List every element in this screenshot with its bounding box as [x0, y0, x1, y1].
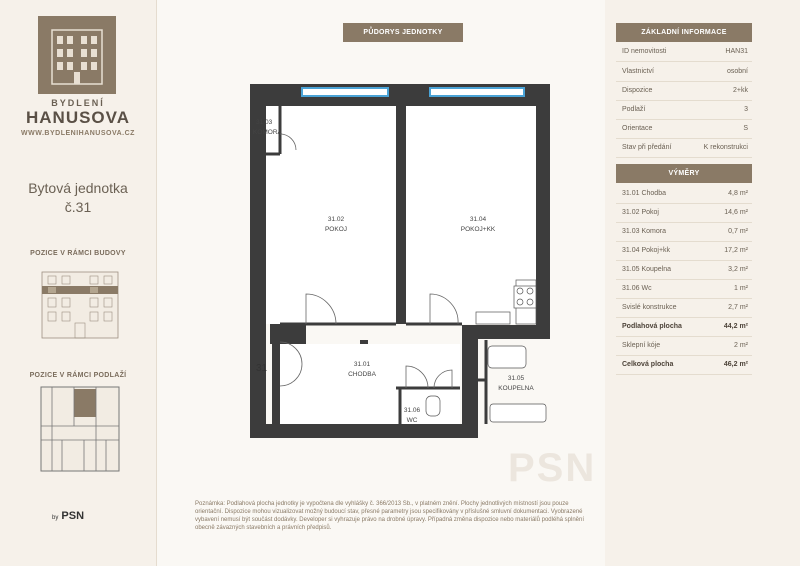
room-name-chodba: CHODBA [348, 371, 376, 378]
building-logo [38, 16, 116, 94]
area-row: Svislé konstrukce 2,7 m² [616, 298, 752, 318]
area-row: 31.05 Koupelna 3,2 m² [616, 260, 752, 280]
brand-url[interactable]: WWW.BYDLENIHANUSOVA.CZ [21, 130, 135, 137]
room-code-koupelna: 31.05 [507, 375, 525, 382]
room-name-komora: KOMORA [253, 129, 282, 136]
psn-label: PSN [61, 510, 85, 522]
area-row: 31.04 Pokoj+kk 17,2 m² [616, 241, 752, 261]
room-code-pokoj: 31.02 [327, 216, 345, 223]
unit-number: č.31 [64, 199, 92, 215]
info-row: ID nemovitosti HAN31 [616, 42, 752, 62]
room-code-pokojkk: 31.04 [469, 216, 487, 223]
floor-position-title: POZICE V RÁMCI PODLAŽÍ [29, 372, 127, 379]
plan-header: PŮDORYS JEDNOTKY [343, 23, 463, 42]
room-code-wc: 31.06 [403, 407, 421, 414]
room-code-chodba: 31.01 [353, 361, 371, 368]
info-row: Vlastnictví osobní [616, 62, 752, 82]
by-label: by [52, 515, 59, 521]
building-position-title: POZICE V RÁMCI BUDOVY [30, 250, 126, 257]
area-row: 31.06 Wc 1 m² [616, 279, 752, 299]
info-row: Stav při předání K rekonstrukci [616, 138, 752, 158]
area-row: 31.01 Chodba 4,8 m² [616, 184, 752, 204]
floor-plan [240, 80, 570, 440]
info-header: ZÁKLADNÍ INFORMACE [616, 23, 752, 42]
room-name-koupelna: KOUPELNA [498, 385, 534, 392]
psn-logo [52, 510, 84, 522]
entry-label: 31 [256, 363, 268, 374]
info-row: Orientace S [616, 119, 752, 139]
area-row: 31.03 Komora 0,7 m² [616, 222, 752, 242]
building-elevation [40, 268, 120, 340]
left-panel [0, 0, 157, 566]
room-name-pokojkk: POKOJ+KK [460, 226, 496, 233]
room-name-wc: WC [406, 417, 418, 424]
area-row: 31.02 Pokoj 14,6 m² [616, 203, 752, 223]
area-row-floor-total: Podlahová plocha 44,2 m² [616, 317, 752, 337]
room-name-pokoj: POKOJ [324, 226, 348, 233]
floor-plan-mini [40, 386, 120, 472]
unit-title: Bytová jednotka [28, 180, 128, 196]
area-row-total: Celková plocha 46,2 m² [616, 355, 752, 375]
areas-header: VÝMĚRY [616, 164, 752, 183]
footnote: Poznámka: Podlahová plocha jednotky je vypočtena dle vyhlášky č. 366/2013 Sb., v platném znění. Plochy jednotlivých místností jsou pouze orientační. Dispozice mohou vizualizovat možný budoucí stav, přesné parametry jsou specifikovány v příslušné smluvní dokumentaci. Vyobrazené vybavení nemusí být součást dodávky. Developer si vyhrazuje právo na drobné úpravy. Případná změna dispozice nebo materiálů podléhá splnění obecně závazných stavebních a právních předpisů. [195, 501, 585, 531]
psn-watermark: PSN [508, 446, 597, 490]
info-row: Dispozice 2+kk [616, 81, 752, 101]
brand-line1: BYDLENÍ [51, 98, 105, 108]
room-code-komora: 31.03 [256, 119, 273, 126]
info-row: Podlaží 3 [616, 100, 752, 120]
brand-line2: HANUSOVA [25, 108, 131, 127]
area-row: Sklepní kóje 2 m² [616, 336, 752, 356]
